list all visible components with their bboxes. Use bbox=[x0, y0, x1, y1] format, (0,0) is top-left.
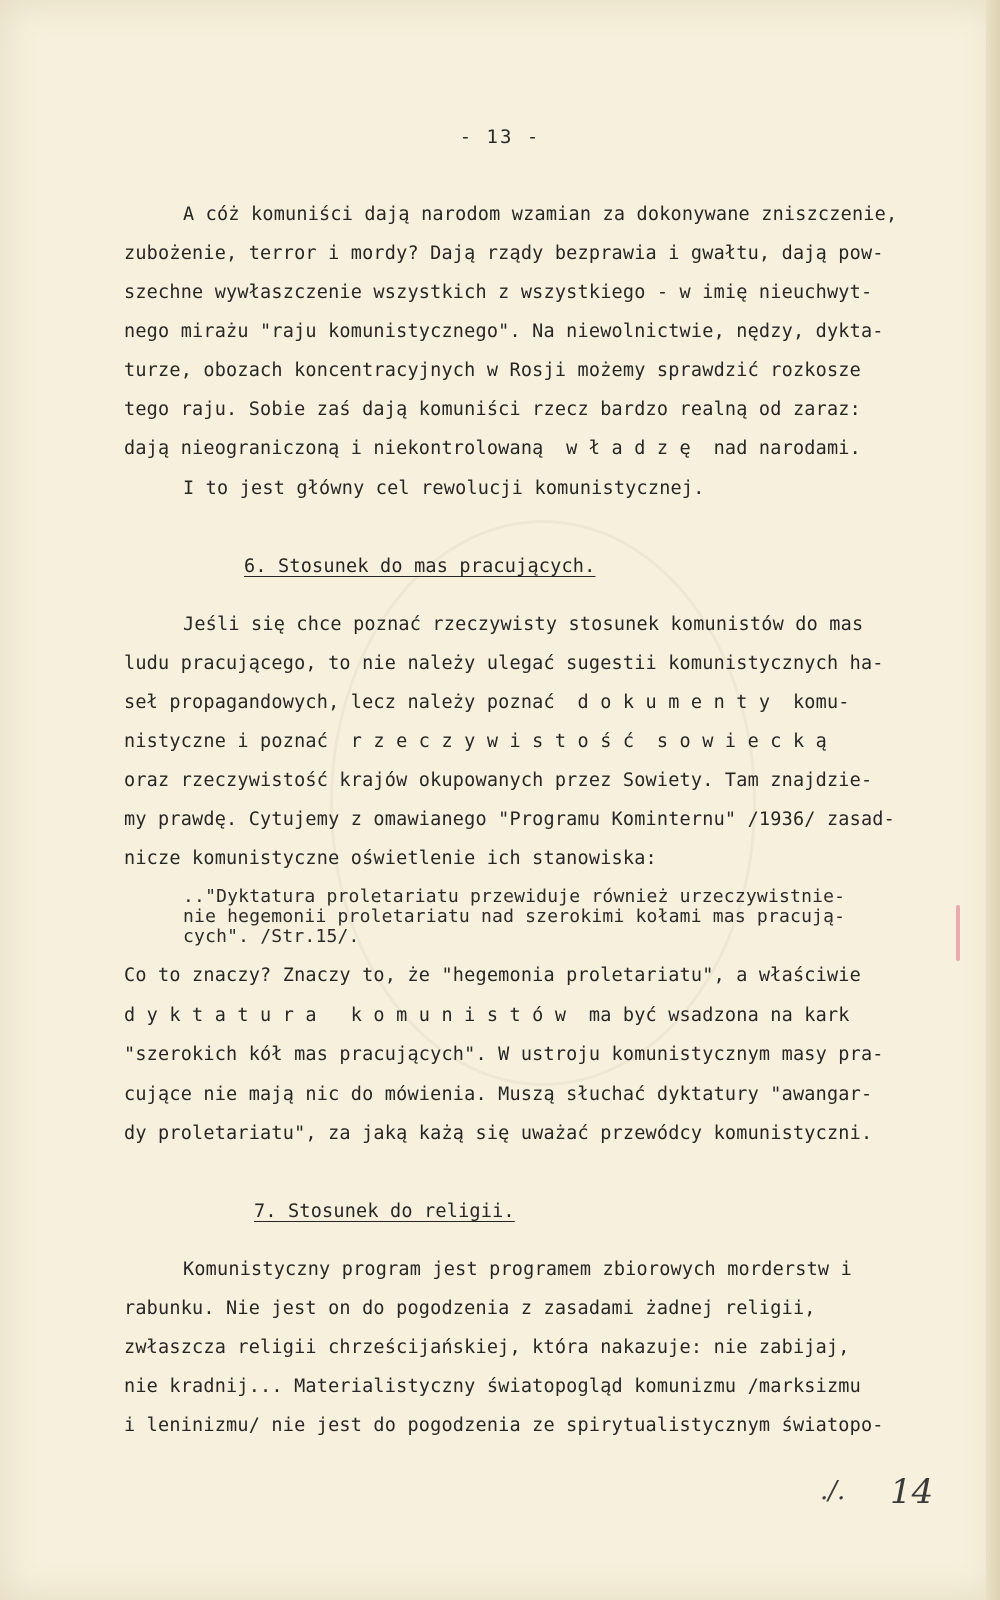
continuation-mark: ./. bbox=[820, 1476, 846, 1506]
section-heading-6: 6. Stosunek do mas pracujących. bbox=[244, 556, 596, 577]
paragraph-line: Jeśli się chce poznać rzeczywisty stosunek komunistów do mas bbox=[183, 614, 864, 635]
paper-edge bbox=[986, 0, 1000, 1600]
paragraph-line: dy proletariatu", za jaką każą się uważać przewódcy komunistyczni. bbox=[124, 1123, 873, 1144]
paragraph-line: turze, obozach koncentracyjnych w Rosji możemy sprawdzić rozkosze bbox=[124, 360, 861, 381]
paragraph-line: i leninizmu/ nie jest do pogodzenia ze spirytualistycznym światopo- bbox=[124, 1415, 884, 1436]
section-heading-7: 7. Stosunek do religii. bbox=[254, 1201, 515, 1222]
paragraph-line: szechne wywłaszczenie wszystkich z wszystkiego - w imię nieuchwyt- bbox=[124, 282, 873, 303]
paragraph-line: nie kradnij... Materialistyczny światopogląd komunizmu /marksizmu bbox=[124, 1376, 861, 1397]
paragraph-line: oraz rzeczywistość krajów okupowanych przez Sowiety. Tam znajdzie- bbox=[124, 770, 873, 791]
quote-line: cych". /Str.15/. bbox=[183, 926, 360, 947]
paragraph-line: my prawdę. Cytujemy z omawianego "Programu Kominternu" /1936/ zasad- bbox=[124, 809, 895, 830]
handwritten-page-number: 14 bbox=[890, 1472, 934, 1512]
paragraph-line: Co to znaczy? Znaczy to, że "hegemonia proletariatu", a właściwie bbox=[124, 965, 861, 986]
faint-watermark-seal bbox=[330, 520, 756, 1086]
quote-line: .."Dyktatura proletariatu przewiduje również urzeczywistnie- bbox=[183, 886, 846, 907]
margin-highlight-mark bbox=[956, 905, 960, 961]
paragraph-line: d y k t a t u r a k o m u n i s t ó w ma być wsadzona na kark bbox=[124, 1005, 850, 1026]
paragraph-line: zwłaszcza religii chrześcijańskiej, która nakazuje: nie zabijaj, bbox=[124, 1337, 850, 1358]
paragraph-line: zubożenie, terror i mordy? Dają rządy bezprawia i gwałtu, dają pow- bbox=[124, 243, 884, 264]
paragraph-line: Komunistyczny program jest programem zbiorowych morderstw i bbox=[183, 1259, 852, 1280]
quote-line: nie hegemonii proletariatu nad szerokimi kołami mas pracują- bbox=[183, 906, 846, 927]
paragraph-line: ludu pracującego, to nie należy ulegać sugestii komunistycznych ha- bbox=[124, 653, 884, 674]
paragraph-line: seł propagandowych, lecz należy poznać d o k u m e n t y komu- bbox=[124, 692, 850, 713]
paragraph-line: tego raju. Sobie zaś dają komuniści rzecz bardzo realną od zaraz: bbox=[124, 399, 861, 420]
paragraph-line: A cóż komuniści dają narodom wzamian za dokonywane zniszczenie, bbox=[183, 204, 898, 225]
paragraph-line: "szerokich kół mas pracujących". W ustroju komunistycznym masy pra- bbox=[124, 1044, 884, 1065]
page-number: - 13 - bbox=[459, 126, 541, 148]
paragraph-line: nicze komunistyczne oświetlenie ich stanowiska: bbox=[124, 848, 657, 869]
paragraph-line: I to jest główny cel rewolucji komunistycznej. bbox=[183, 478, 705, 499]
paragraph-line: cujące nie mają nic do mówienia. Muszą słuchać dyktatury "awangar- bbox=[124, 1084, 873, 1105]
paragraph-line: nistyczne i poznać r z e c z y w i s t o ś ć s o w i e c k ą bbox=[124, 731, 827, 752]
paragraph-line: rabunku. Nie jest on do pogodzenia z zasadami żadnej religii, bbox=[124, 1298, 816, 1319]
paragraph-line: nego mirażu "raju komunistycznego". Na niewolnictwie, nędzy, dykta- bbox=[124, 321, 884, 342]
paragraph-line: dają nieograniczoną i niekontrolowaną w ł a d z ę nad narodami. bbox=[124, 438, 861, 459]
